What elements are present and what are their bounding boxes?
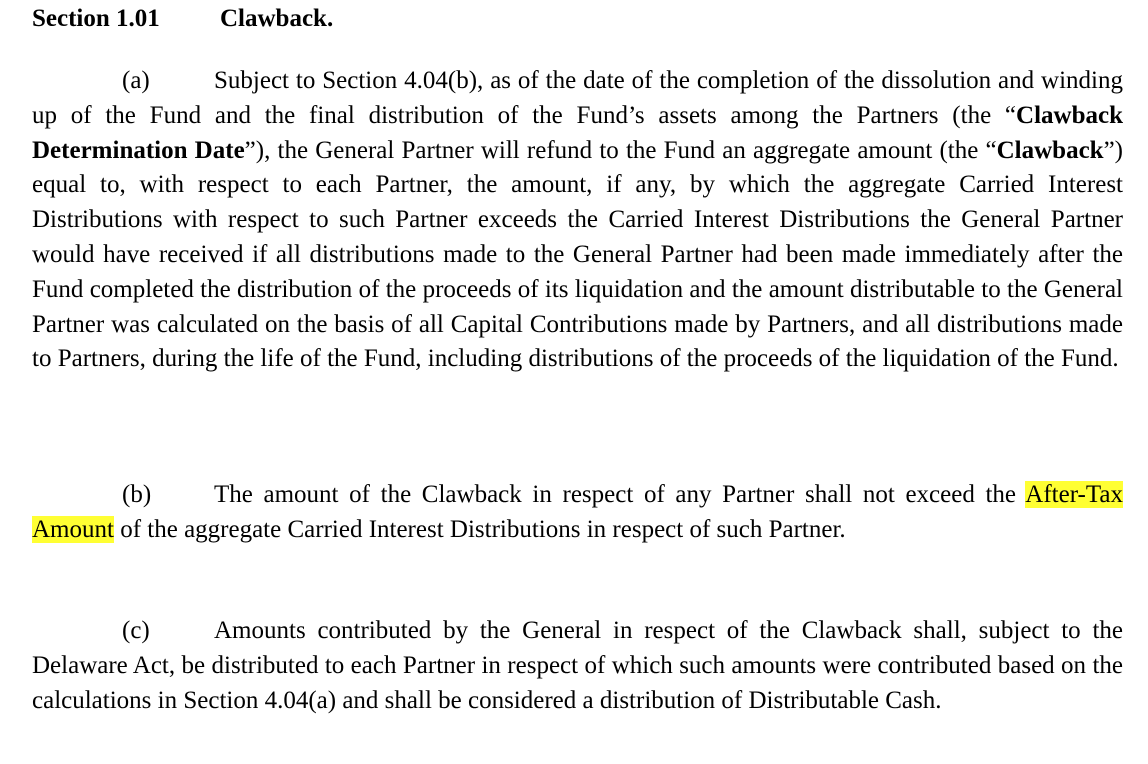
section-heading: [32, 3, 333, 35]
paragraph-text: ”), the General Partner will refund to the Fund an aggregate amount (the “: [244, 136, 997, 164]
paragraph-label: (a): [122, 67, 150, 94]
paragraph-text: ”) equal to, with respect to each Partner, the amount, if any, by which the aggregate Carried Interest Distributions with respect to such Partner exceeds the Carried Interest Distributions the General Partner would have received if all distributions made to the General Partner had been made immediately after the Fund completed the distribution of the proceeds of its liquidation and the amount distributable to the General Partner was calculated on the basis of all Capital Contributions made by Partners, and all distributions made to Partners, during the life of the Fund, including distributions of the proceeds of the liquidation of the Fund.: [32, 136, 1123, 373]
section-number: Section 1.01: [32, 5, 160, 32]
paragraph-c: [32, 614, 1123, 718]
paragraph-text: Subject to Section 4.04(b), as of the date of the completion of the dissolution and winding up of the Fund and the final distribution of the Fund’s assets among the Partners (the “: [32, 67, 1123, 129]
paragraph-b: [32, 478, 1123, 548]
defined-term: Clawback: [996, 136, 1104, 164]
highlighted-term: After-Tax Amount: [32, 481, 1123, 543]
paragraph-text: of the aggregate Carried Interest Distributions in respect of such Partner.: [113, 515, 846, 543]
section-title: Clawback.: [220, 5, 334, 32]
paragraph-a: [32, 64, 1123, 377]
defined-term: Clawback Determination Date: [32, 101, 1123, 164]
paragraph-text: The amount of the Clawback in respect of any Partner shall not exceed the: [214, 481, 1026, 508]
paragraph-label: (b): [122, 481, 152, 508]
paragraph-label: (c): [122, 617, 150, 644]
paragraph-text: Amounts contributed by the General in respect of the Clawback shall, subject to the Delaware Act, be distributed to each Partner in respect of which such amounts were contributed based on the calculations in Section 4.04(a) and shall be considered a distribution of Distributable Cash.: [32, 617, 1123, 714]
